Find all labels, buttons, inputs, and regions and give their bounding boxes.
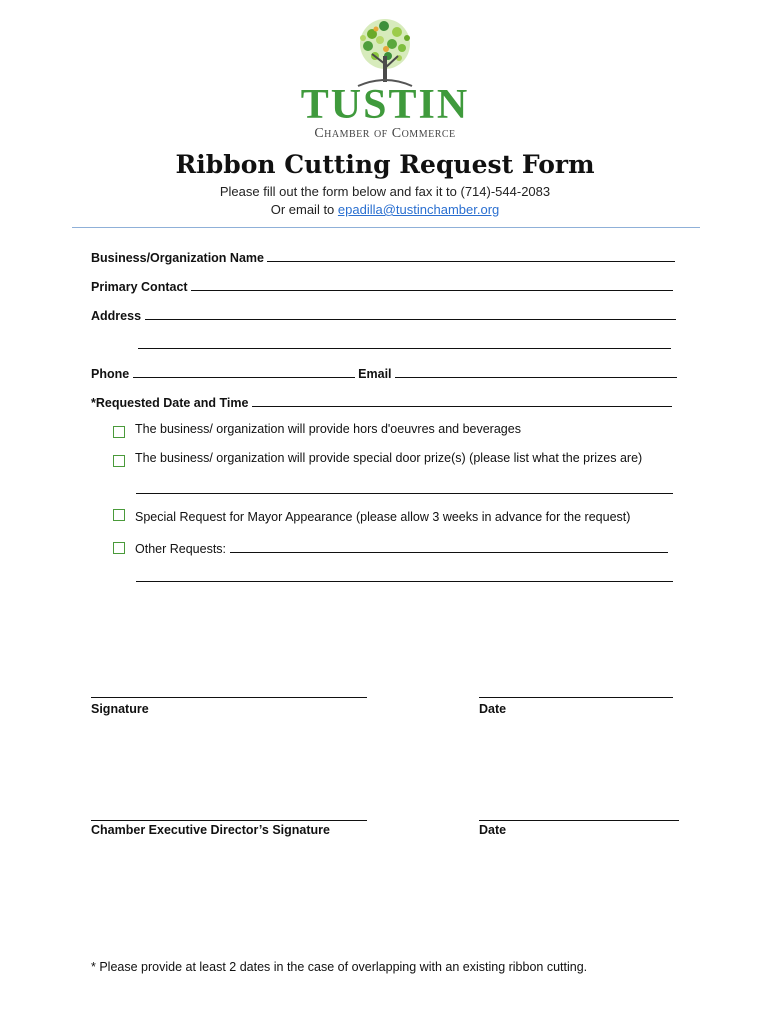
director-signature-label: Chamber Executive Director’s Signature <box>91 823 330 837</box>
business-name-label: Business/Organization Name <box>91 251 264 265</box>
email-prefix: Or email to <box>270 202 335 217</box>
logo-subtitle: Chamber of Commerce <box>314 126 456 141</box>
form-title: Ribbon Cutting Request Form <box>175 150 595 179</box>
director-date-label: Date <box>479 823 507 837</box>
address-label: Address <box>91 309 142 323</box>
address-field-line1[interactable] <box>145 306 676 320</box>
phone-field[interactable] <box>133 364 355 378</box>
email-label: Email <box>358 367 392 381</box>
email-instructions <box>0 202 770 217</box>
requested-date-row <box>91 393 672 410</box>
other-requests-row-2 <box>136 568 673 585</box>
primary-contact-label: Primary Contact <box>91 280 188 294</box>
door-prizes-label: The business/ organization will provide special door prize(s) (please list what the prizes are) <box>135 451 643 465</box>
mayor-appearance-checkbox[interactable] <box>113 509 125 521</box>
hors-doeuvres-checkbox[interactable] <box>113 426 125 438</box>
address-field-line2[interactable] <box>138 335 671 349</box>
address-row <box>91 306 676 323</box>
signature-date-line[interactable] <box>479 697 673 698</box>
other-requests-checkbox[interactable] <box>113 542 125 554</box>
other-requests-label: Other Requests: <box>135 542 227 556</box>
header-divider <box>72 227 700 228</box>
door-prizes-list-row <box>136 480 673 497</box>
hors-doeuvres-label: The business/ organization will provide hors d'oeuvres and beverages <box>135 422 521 436</box>
primary-contact-field[interactable] <box>191 277 673 291</box>
footnote: * Please provide at least 2 dates in the case of overlapping with an existing ribbon cutting. <box>91 960 588 974</box>
email-link[interactable]: epadilla@tustinchamber.org <box>337 202 500 217</box>
director-signature-line[interactable] <box>91 820 367 821</box>
phone-email-row <box>91 364 677 381</box>
business-name-field[interactable] <box>267 248 675 262</box>
signature-line[interactable] <box>91 697 367 698</box>
signature-date-label: Date <box>479 702 507 716</box>
address-row-2 <box>138 335 671 352</box>
door-prizes-field[interactable] <box>136 480 673 494</box>
requested-date-label: *Requested Date and Time <box>91 396 249 410</box>
fax-instructions: Please fill out the form below and fax it to (714)-544-2083 <box>219 184 551 199</box>
phone-label: Phone <box>91 367 130 381</box>
other-requests-field[interactable] <box>230 539 668 553</box>
logo-wordmark: TUSTIN <box>300 82 470 128</box>
other-requests-field-2[interactable] <box>136 568 673 582</box>
mayor-appearance-label: Special Request for Mayor Appearance (please allow 3 weeks in advance for the request) <box>135 510 631 524</box>
requested-date-field[interactable] <box>252 393 672 407</box>
other-requests-row <box>135 539 668 556</box>
business-name-row <box>91 248 675 265</box>
primary-contact-row <box>91 277 673 294</box>
email-field[interactable] <box>395 364 677 378</box>
door-prizes-checkbox[interactable] <box>113 455 125 467</box>
signature-label: Signature <box>91 702 149 716</box>
director-date-line[interactable] <box>479 820 679 821</box>
